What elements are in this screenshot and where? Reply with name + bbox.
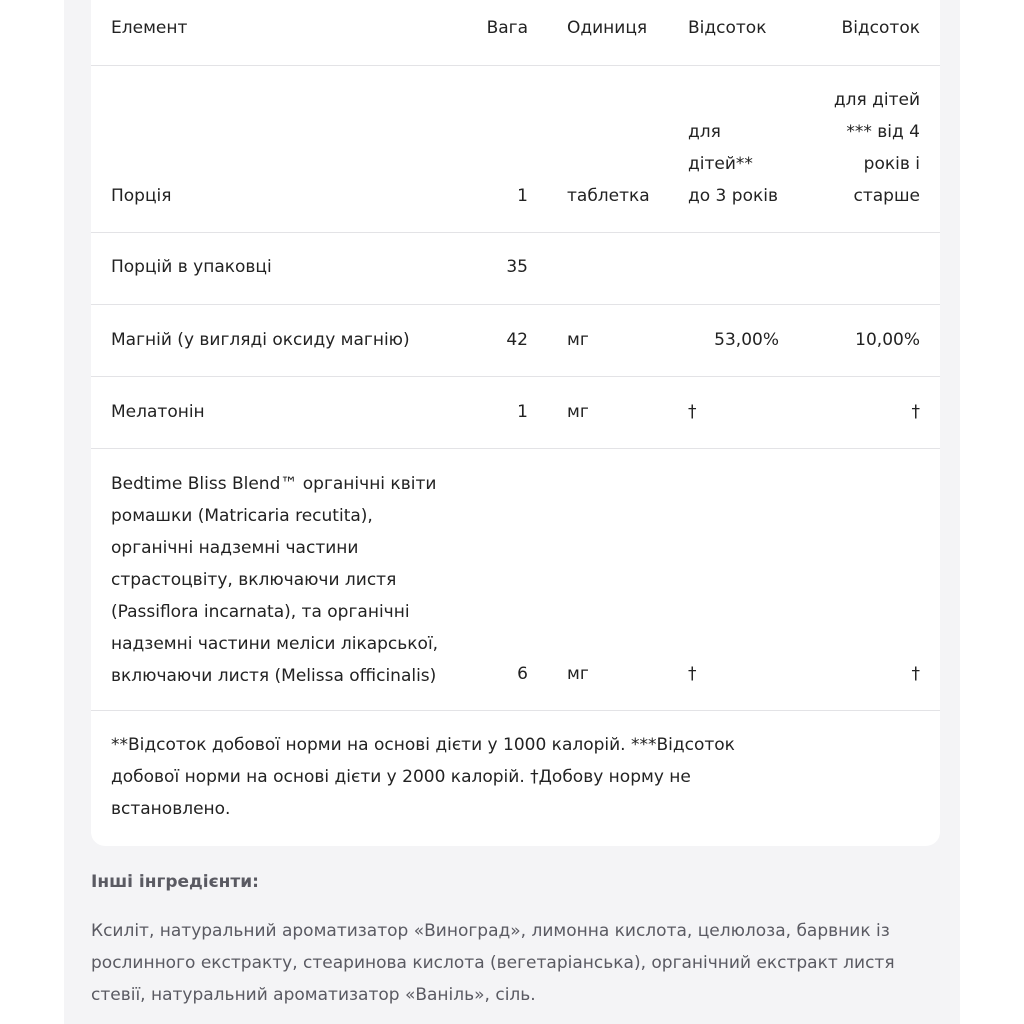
table-header-row xyxy=(91,0,940,66)
header-unit: Одиниця xyxy=(567,18,648,38)
cell-weight: 42 xyxy=(506,330,528,350)
cell-element: Мелатонін xyxy=(111,402,205,422)
table-row xyxy=(91,305,940,377)
table-row xyxy=(91,449,940,710)
other-ingredients-title: Інші інгредієнти: xyxy=(91,872,259,892)
cell-percent-2: † xyxy=(911,664,920,684)
cell-element: Bedtime Bliss Blend™ органічні квіти ромашки (Matricaria recutita), органічні надземні частини страстоцвіту, включаючи листя (Passiflora incarnata), та органічні надземні частини меліси лікарської, включаючи листя (Melissa officinalis) xyxy=(111,474,439,686)
cell-percent-2: 10,00% xyxy=(855,330,920,350)
table-row xyxy=(91,233,940,305)
table-row xyxy=(91,66,940,232)
cell-element: Магній (у вигляді оксиду магнію) xyxy=(111,330,410,350)
cell-weight: 1 xyxy=(517,402,528,422)
header-weight: Вага xyxy=(486,18,528,38)
cell-unit: мг xyxy=(567,330,589,350)
cell-weight: 6 xyxy=(517,664,528,684)
cell-percent-2: для дітей *** від 4 років і старше xyxy=(833,90,920,206)
header-percent-2: Відсоток xyxy=(841,18,920,38)
cell-percent-1: для дітей** до 3 років xyxy=(688,122,778,206)
cell-percent-1: † xyxy=(688,664,697,684)
page-background xyxy=(64,0,960,1024)
divider xyxy=(91,710,940,711)
cell-unit: таблетка xyxy=(567,186,650,206)
cell-percent-1: † xyxy=(688,402,697,422)
cell-percent-2: † xyxy=(911,402,920,422)
cell-percent-1: 53,00% xyxy=(714,330,779,350)
cell-unit: мг xyxy=(567,402,589,422)
other-ingredients-text: Ксиліт, натуральний ароматизатор «Виноград», лимонна кислота, целюлоза, барвник із рослинного екстракту, стеаринова кислота (вегетаріанська), органічний екстракт листя стевії, натуральний ароматизатор «Ваніль», сіль. xyxy=(91,921,895,1005)
header-percent-1: Відсоток xyxy=(688,18,767,38)
table-row xyxy=(91,377,940,449)
cell-weight: 1 xyxy=(517,186,528,206)
table-footnote: **Відсоток добової норми на основі дієти у 1000 калорій. ***Відсоток добової норми на основі дієти у 2000 калорій. †Добову норму не встановлено. xyxy=(111,735,735,819)
cell-weight: 35 xyxy=(506,257,528,277)
cell-element: Порцій в упаковці xyxy=(111,257,272,277)
cell-unit: мг xyxy=(567,664,589,684)
cell-element: Порція xyxy=(111,186,172,206)
header-element: Елемент xyxy=(111,18,188,38)
